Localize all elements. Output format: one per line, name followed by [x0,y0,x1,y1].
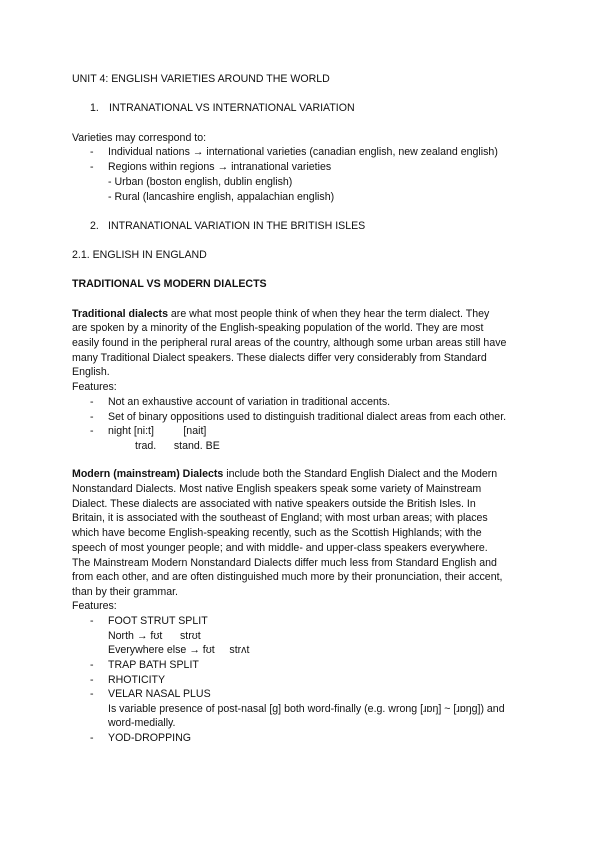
bullet-dash: - [90,161,94,173]
feature-item: night [ni:t] [nait] [108,425,207,437]
section-1-number: 1. [90,102,99,114]
bullet-dash: - [90,425,94,437]
modern-paragraph-line: Britain, it is associated with the southeast of England; with most urban areas; with places [72,512,488,524]
unit-title: UNIT 4: ENGLISH VARIETIES AROUND THE WORLD [72,73,330,85]
traditional-paragraph-line: easily found in the peripheral rural areas of the country, although some urban areas still have [72,337,507,349]
bullet-dash: - [90,411,94,423]
feature-detail: North → fʊt strʊt [108,630,201,642]
bullet-dash: - [90,615,94,627]
feature-item: VELAR NASAL PLUS [108,688,211,700]
modern-paragraph-line: Nonstandard Dialects. Most native English speakers speak some variety of Mainstream [72,483,482,495]
bullet-dash: - [90,688,94,700]
modern-paragraph-line: Modern (mainstream) Dialects include both the Standard English Dialect and the Modern [72,468,498,480]
traditional-paragraph-line: Traditional dialects are what most people think of when they hear the term dialect. They [72,308,490,320]
modern-paragraph-line: than by their grammar. [72,586,178,598]
modern-term: Modern (mainstream) Dialects [72,468,224,480]
section-2-number: 2. [90,220,99,232]
traditional-paragraph-line: are spoken by a minority of the English-speaking population of the world. They are most [72,322,484,334]
feature-item: Not an exhaustive account of variation in traditional accents. [108,396,391,408]
variety-sub-item: - Urban (boston english, dublin english) [108,176,293,188]
traditional-term: Traditional dialects [72,308,168,320]
bullet-dash: - [90,674,94,686]
feature-detail: word-medially. [108,717,176,729]
feature-item: RHOTICITY [108,674,166,686]
modern-paragraph-line: from each other, and are often distinguished much more by their pronunciation, their accent, [72,571,503,583]
bullet-dash: - [90,146,94,158]
modern-paragraph-line: which have become English-speaking recently, such as the Scottish Highlands; with the [72,527,482,539]
bullet-dash: - [90,732,94,744]
modern-paragraph-line: speech of most younger people; and with middle- and upper-class speakers everywhere. [72,542,488,554]
bullet-dash: - [90,396,94,408]
example-labels: trad. stand. BE [135,440,220,452]
modern-paragraph-line: The Mainstream Modern Nonstandard Dialects differ much less from Standard English and [72,557,497,569]
varieties-intro: Varieties may correspond to: [72,132,207,144]
feature-detail: Is variable presence of post-nasal [g] both word-finally (e.g. wrong [ɹɒŋ] ~ [ɹɒŋg]) and [108,703,505,715]
features-label: Features: [72,381,117,393]
feature-item: Set of binary oppositions used to distinguish traditional dialect areas from each other. [108,411,507,423]
main-heading: TRADITIONAL VS MODERN DIALECTS [72,278,267,290]
variety-sub-item: - Rural (lancashire english, appalachian english) [108,191,335,203]
variety-item: Individual nations → international varieties (canadian english, new zealand english) [108,146,498,158]
subsection-title: 2.1. ENGLISH IN ENGLAND [72,249,207,261]
features-label: Features: [72,600,117,612]
variety-item: Regions within regions → intranational varieties [108,161,332,173]
modern-paragraph-line: Dialect. These dialects are associated with native speakers outside the British Isles. In [72,498,476,510]
feature-item: TRAP BATH SPLIT [108,659,199,671]
section-2-title: INTRANATIONAL VARIATION IN THE BRITISH ISLES [108,220,366,232]
bullet-dash: - [90,659,94,671]
feature-detail: Everywhere else → fʊt strʌt [108,644,250,656]
section-1-title: INTRANATIONAL VS INTERNATIONAL VARIATION [109,102,355,114]
feature-item: FOOT STRUT SPLIT [108,615,208,627]
traditional-paragraph-line: many Traditional Dialect speakers. These dialects differ very considerably from Standard [72,352,487,364]
traditional-paragraph-line: English. [72,366,110,378]
feature-item: YOD-DROPPING [108,732,191,744]
